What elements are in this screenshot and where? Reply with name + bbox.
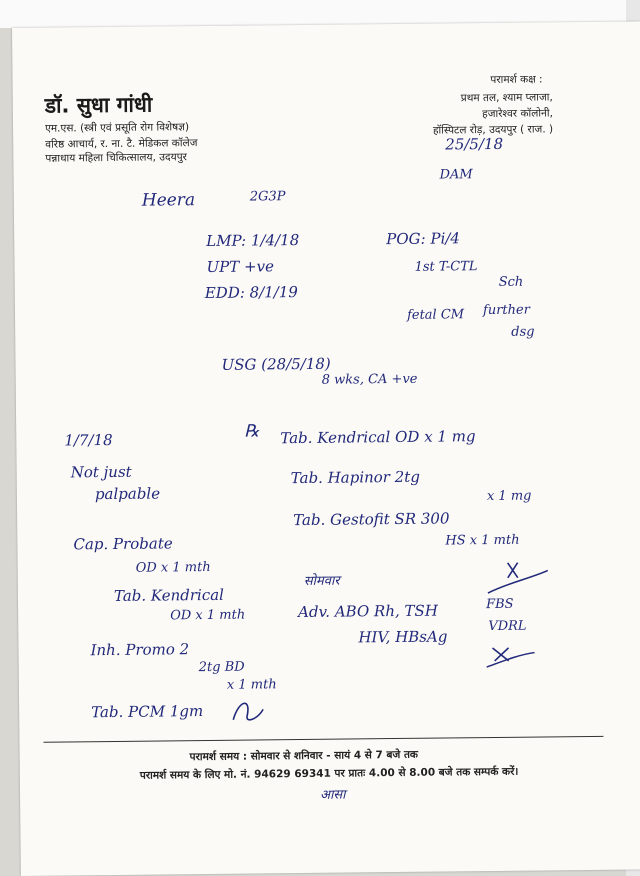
follow-note-3-dose: OD x 1 mth [135,559,211,576]
fetal-note: fetal CM [406,307,465,323]
lmp-note: LMP: 1/4/18 [206,231,300,250]
advice-3: FBS [485,596,514,613]
dsg-note: dsg [511,324,535,340]
clinic-address-1: प्रथम तल, श्याम प्लाजा, [460,91,553,105]
edd-note: EDD: 8/1/19 [204,283,298,302]
hindi-note: सोमवार [303,573,340,589]
consultation-hours: परामर्श समय : सोमवार से शनिवार - सायं 4 से 7 बजे तक [189,748,419,764]
rx-symbol: ℞ [244,421,260,442]
rx-item-1: Tab. Kendrical OD x 1 mg [280,427,476,448]
doctor-qualification: एम.एस. (स्त्री एवं प्रसूति रोग विशेषज्ञ) [44,121,190,135]
patient-obstetric-note: 2G3P [249,189,286,205]
follow-up-date: 1/7/18 [64,430,113,450]
usg-result: 8 wks, CA +ve [321,371,418,388]
follow-note-2: palpable [94,484,161,504]
handwritten-marks [477,542,568,673]
prescription-sheet [12,21,640,876]
clinic-address-2: हजारेश्वर कॉलोनी, [482,107,553,121]
patient-name: Heera [141,190,196,211]
doctor-name: डॉ. सुधा गांधी [44,92,153,118]
handwritten-days: DAM [439,167,473,183]
clinic-title: परामर्श कक्ष : [490,73,543,86]
hospital-name: पन्नाधाय महिला चिकित्सालय, उदयपुर [45,151,188,165]
follow-note-3: Cap. Probate [73,534,173,554]
clinic-address-3: हॉस्पिटल रोड़, उदयपुर ( राज. ) [432,123,554,137]
follow-note-4: Tab. Kendrical [113,585,225,605]
pog-note: POG: Pi/4 [386,229,461,249]
follow-note-5-duration: x 1 mth [226,677,277,693]
follow-note-4-dose: OD x 1 mth [170,607,246,624]
footer-divider [43,736,603,743]
advice-1: Adv. ABO Rh, TSH [298,601,438,622]
consultation-phone: परामर्श समय के लिए मो. नं. 94629 69341 पर प्रातः 4.00 से 8.00 बजे तक सम्पर्क करें। [139,765,519,782]
usg-note: USG (28/5/18) [221,354,331,374]
rx-item-2: Tab. Hapinor 2tg [290,467,420,488]
doctor-designation: वरिष्ठ आचार्य, र. ना. टै. मेडिकल कॉलेज [45,137,198,151]
signature-note: आसा [319,787,346,803]
handwritten-date: 25/5/18 [445,134,504,154]
rx-item-2-dose: x 1 mg [486,488,532,505]
upt-note: UPT +ve [206,257,275,276]
follow-note-5-dose: 2tg BD [198,659,245,676]
follow-note-6: Tab. PCM 1gm [91,702,204,722]
further-note: further [482,302,530,319]
follow-note-5: Inh. Promo 2 [90,640,190,660]
rx-item-3-dose: HS x 1 mth [445,532,520,549]
rx-item-3: Tab. Gestofit SR 300 [293,509,450,530]
advice-4: VDRL [488,618,527,635]
trimester-note: 1st T-CTL [414,259,478,275]
follow-note-1: Not just [70,462,132,482]
advice-2: HIV, HBsAg [358,627,448,647]
scan-note: Sch [498,274,524,290]
handwritten-flourish [229,689,269,729]
